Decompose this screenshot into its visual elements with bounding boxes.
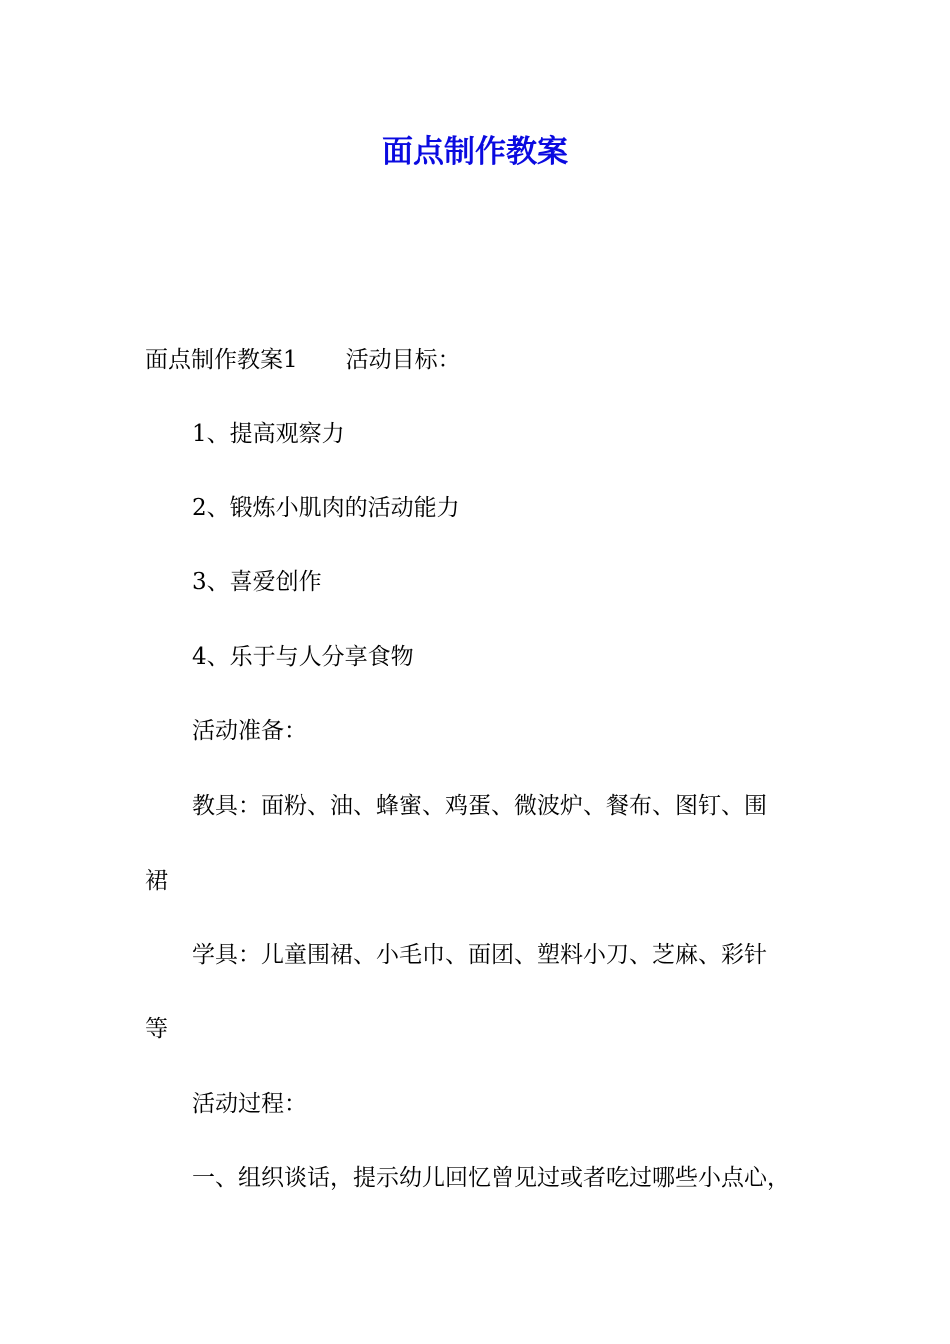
student-tools-line2: 等 — [145, 1016, 168, 1042]
goal-item-2: 2、锻炼小肌肉的活动能力 — [192, 495, 460, 521]
intro-line — [145, 345, 825, 375]
teacher-tools-line2: 裙 — [145, 868, 168, 894]
prep-label: 活动准备： — [192, 718, 307, 744]
process-label: 活动过程： — [192, 1091, 307, 1117]
goal-item-3: 3、喜爱创作 — [192, 569, 322, 595]
intro-heading: 面点制作教案1 — [145, 347, 298, 373]
process-step-1: 一、组织谈话，提示幼儿回忆曾见过或者吃过哪些小点心， — [192, 1165, 790, 1191]
teacher-tools-line1: 教具：面粉、油、蜂蜜、鸡蛋、微波炉、餐布、图钉、围 — [192, 793, 767, 819]
goal-item-4: 4、乐于与人分享食物 — [192, 644, 414, 670]
student-tools-line1: 学具：儿童围裙、小毛巾、面团、塑料小刀、芝麻、彩针 — [192, 942, 767, 968]
document-title: 面点制作教案 — [382, 134, 568, 170]
goals-label: 活动目标： — [345, 347, 461, 373]
goal-item-1: 1、提高观察力 — [192, 421, 345, 447]
